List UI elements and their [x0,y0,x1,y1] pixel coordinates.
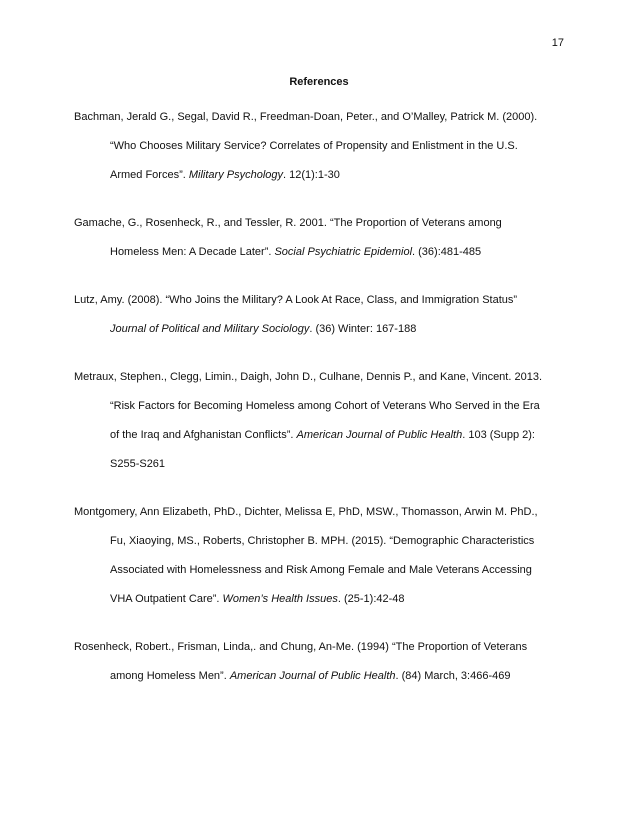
reference-line: Fu, Xiaoying, MS., Roberts, Christopher B. MPH. (2015). “Demographic Characteristics [110,535,535,547]
reference-text: among Homeless Men”. [110,670,230,682]
reference-line: Associated with Homelessness and Risk Among Female and Male Veterans Accessing [110,564,532,576]
reference-line [74,315,574,344]
reference-line [74,421,574,450]
reference-line: “Who Chooses Military Service? Correlates of Propensity and Enlistment in the U.S. [110,140,518,152]
reference-text: . (25-1):42-48 [337,593,405,605]
reference-line: S255-S261 [110,458,166,470]
reference-text: . 12(1):1-30 [283,169,340,181]
journal-title: American Journal of Public Health [296,429,463,441]
reference-entry [74,209,574,267]
reference-entry [74,286,574,344]
reference-text: . (36) Winter: 167-188 [309,323,417,335]
journal-title: American Journal of Public Health [229,670,396,682]
reference-line [74,662,574,691]
reference-line: Montgomery, Ann Elizabeth, PhD., Dichter, Melissa E, PhD, MSW., Thomasson, Arwin M. PhD., [74,506,538,518]
page-number: 17 [551,37,564,49]
journal-title: Military Psychology [188,169,283,181]
reference-text: . 103 (Supp 2): [462,429,535,441]
reference-entry [74,498,574,614]
reference-list [74,103,574,691]
reference-line: Metraux, Stephen., Clegg, Limin., Daigh, John D., Culhane, Dennis P., and Kane, Vincent. 2013. [74,371,542,383]
reference-line: Lutz, Amy. (2008). “Who Joins the Military? A Look At Race, Class, and Immigration Status” [74,294,518,306]
reference-line: Bachman, Jerald G., Segal, David R., Freedman-Doan, Peter., and O’Malley, Patrick M. (2000). [74,111,538,123]
reference-line [74,585,574,614]
reference-entry [74,633,574,691]
reference-text: . (84) March, 3:466-469 [395,670,511,682]
reference-text: Armed Forces”. [110,169,189,181]
reference-line: Gamache, G., Rosenheck, R., and Tessler, R. 2001. “The Proportion of Veterans among [74,217,502,229]
reference-text: VHA Outpatient Care”. [110,593,223,605]
page-title: References [289,76,349,88]
journal-title: Women’s Health Issues [222,593,338,605]
reference-entry [74,363,574,479]
journal-title: Social Psychiatric Epidemiol [274,246,413,258]
journal-title: Journal of Political and Military Sociology [110,323,310,335]
reference-text: Homeless Men: A Decade Later”. [110,246,275,258]
reference-line [74,161,574,190]
reference-line [74,238,574,267]
reference-line: Rosenheck, Robert., Frisman, Linda,. and Chung, An-Me. (1994) “The Proportion of Veterans [74,641,528,653]
reference-entry [74,103,574,190]
reference-text: of the Iraq and Afghanistan Conflicts”. [110,429,297,441]
reference-text: . (36):481-485 [412,246,482,258]
reference-line: “Risk Factors for Becoming Homeless among Cohort of Veterans Who Served in the Era [110,400,540,412]
